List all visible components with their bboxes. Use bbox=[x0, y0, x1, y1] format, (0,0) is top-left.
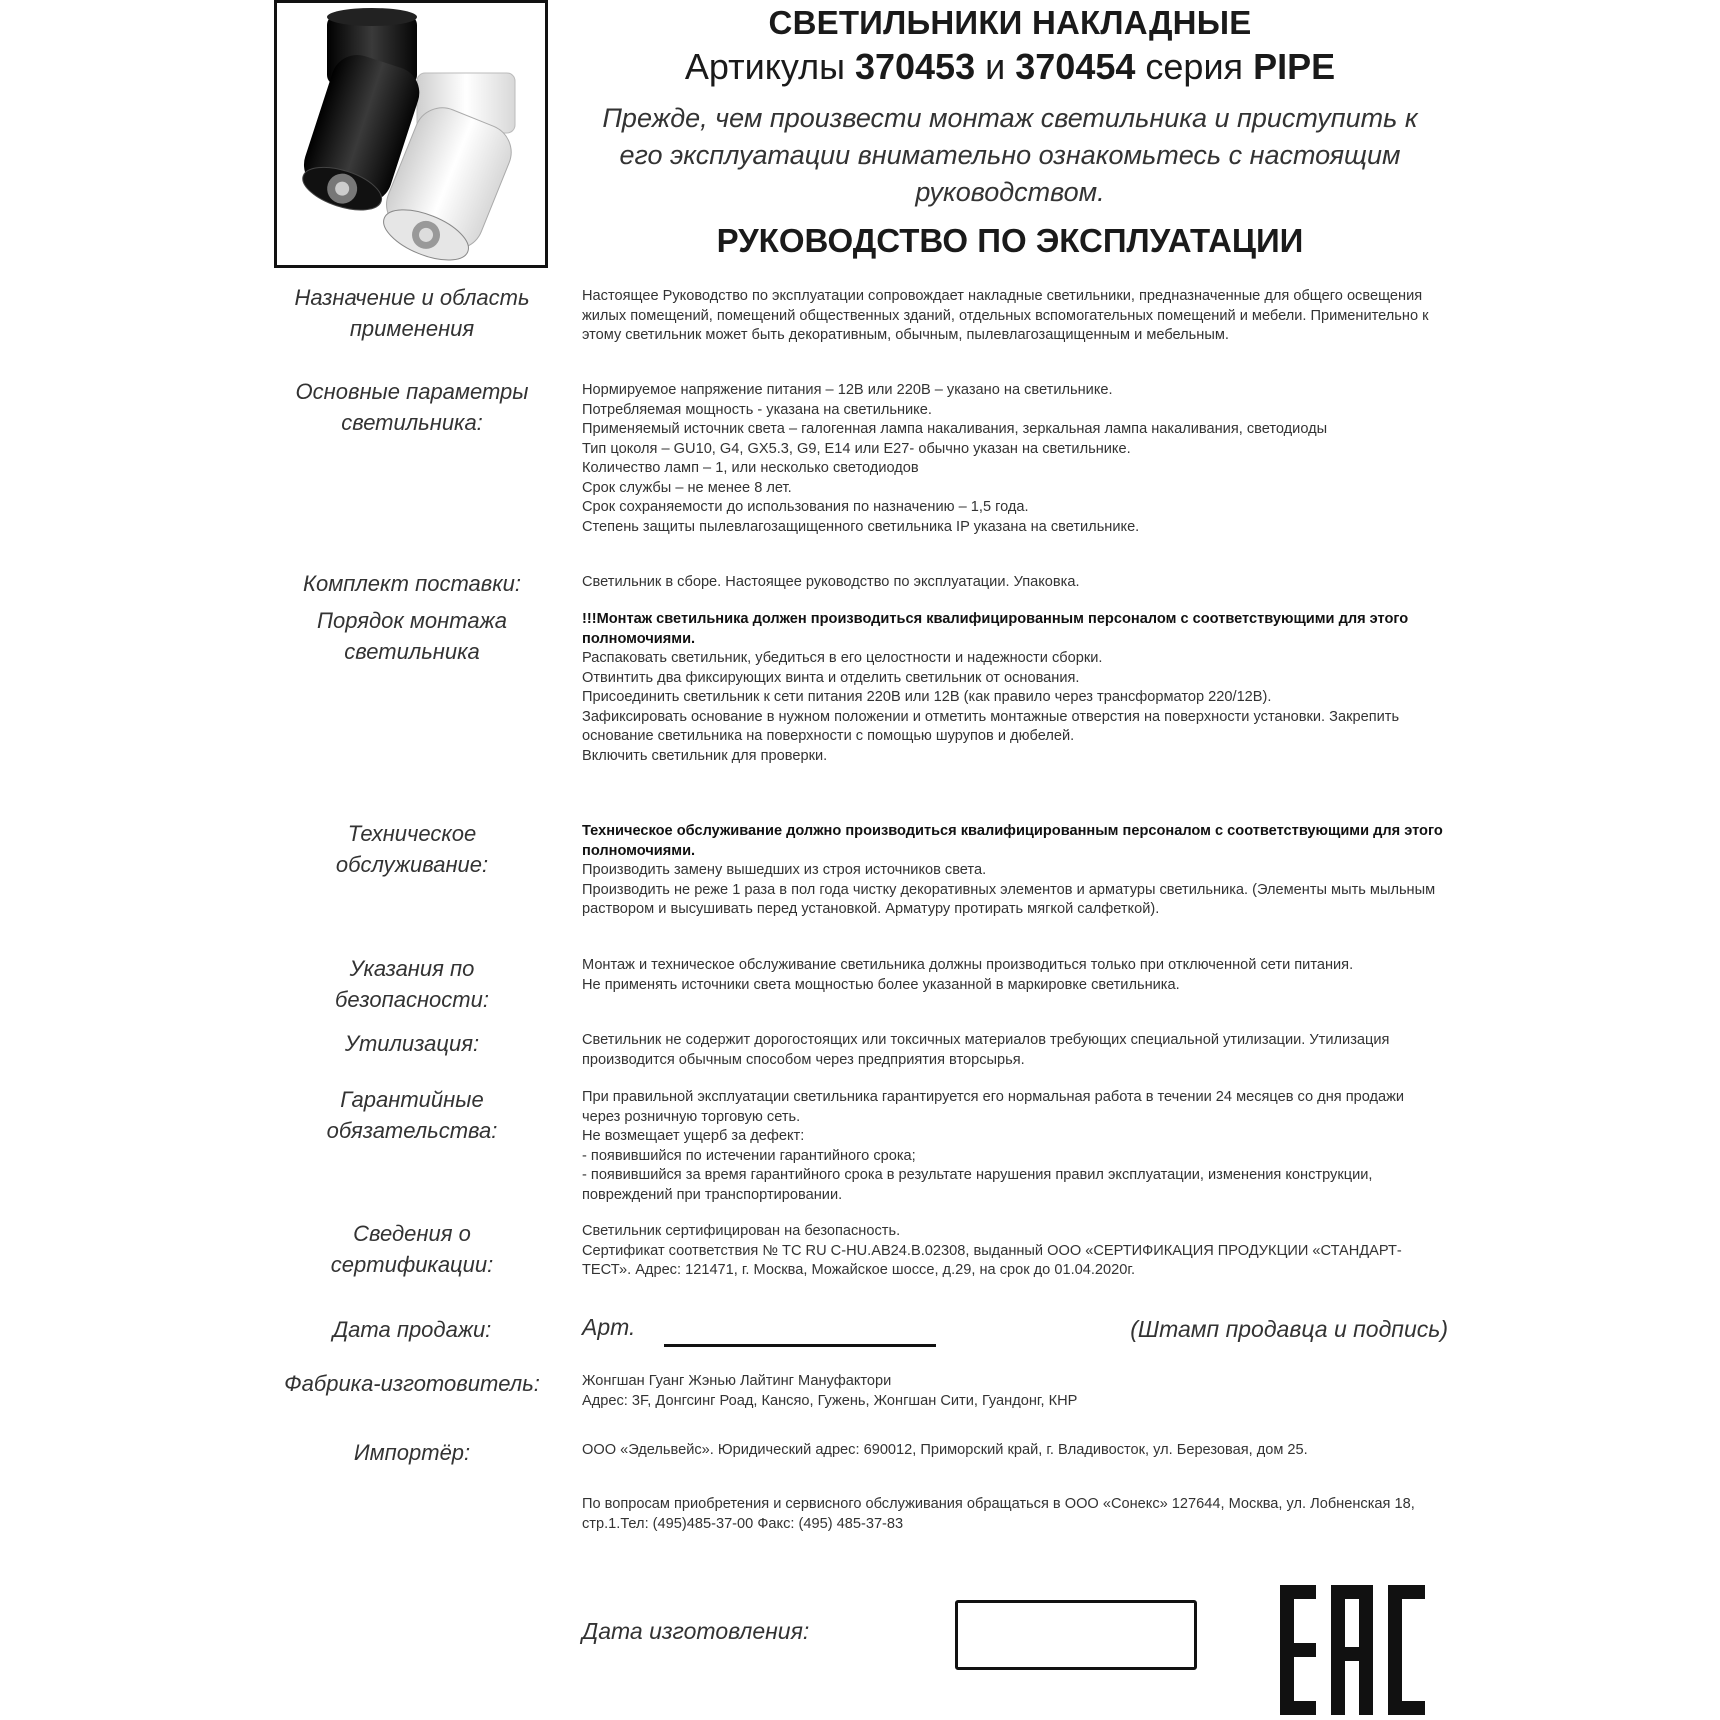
article-input-line[interactable] bbox=[664, 1344, 936, 1347]
label-parameters: Основные параметры светильника: bbox=[295, 379, 529, 435]
article-number-1: 370453 bbox=[854, 46, 976, 87]
manual-title: РУКОВОДСТВО ПО ЭКСПЛУАТАЦИИ bbox=[716, 222, 1304, 259]
content-purpose bbox=[582, 287, 1444, 346]
product-photo bbox=[274, 0, 548, 268]
text-line: Производить не реже 1 раза в пол года чистку декоративных элементов и арматуры светильника. (Элементы мыть мыльным раствором и высушивать перед установкой. Арматуру протирать мягкой салфеткой). bbox=[582, 881, 1436, 917]
text-line: Тип цоколя – GU10, G4, GX5.3, G9, E14 или E27- обычно указан на светильнике. bbox=[582, 440, 1131, 457]
content-disposal bbox=[582, 1031, 1444, 1070]
text-line: ООО «Эдельвейс». Юридический адрес: 690012, Приморский край, г. Владивосток, ул. Березовая, дом 25. bbox=[582, 1442, 1308, 1458]
eac-mark-icon bbox=[1280, 1585, 1425, 1715]
label-certification: Сведения о сертификации: bbox=[330, 1221, 494, 1277]
articles-prefix: Артикулы bbox=[684, 46, 845, 87]
text-line: Распаковать светильник, убедиться в его целостности и надежности сборки. bbox=[582, 650, 1103, 666]
label-installation: Порядок монтажа светильника bbox=[317, 608, 507, 664]
series-name: PIPE bbox=[1253, 46, 1336, 87]
text-line: Адрес: 3F, Донгсинг Роад, Кансяо, Гужень, Жонгшан Сити, Гуандонг, КНР bbox=[582, 1392, 1078, 1409]
text-line: Степень защиты пылевлагозащищенного светильника IP указана на светильнике. bbox=[582, 518, 1140, 535]
content-manufacturer bbox=[582, 1372, 1444, 1411]
text-line: Монтаж и техническое обслуживание светильника должны производиться только при отключенной сети питания. bbox=[582, 957, 1354, 973]
article-label: Арт. bbox=[582, 1314, 636, 1340]
text-line: Светильник сертифицирован на безопасность. bbox=[582, 1223, 901, 1239]
manufacture-date-label: Дата изготовления: bbox=[582, 1618, 810, 1644]
content-safety bbox=[582, 956, 1444, 995]
label-purpose: Назначение и область применения bbox=[294, 285, 530, 341]
text-line: Производить замену вышедших из строя источников света. bbox=[582, 862, 987, 878]
text-line: Отвинтить два фиксирующих винта и отделить светильник от основания. bbox=[582, 669, 1080, 686]
text-line: По вопросам приобретения и сервисного обслуживания обращаться в ООО «Сонекс» 127644, Москва, ул. Лобненская 18, стр.1.Тел: (495)485-37-00 Факс: (495) 485-37-83 bbox=[582, 1496, 1415, 1532]
text-line: Срок сохраняемости до использования по назначению – 1,5 года. bbox=[582, 499, 1029, 515]
articles-and: и bbox=[985, 46, 1006, 87]
text-line: Не применять источники света мощностью более указанной в маркировке светильника. bbox=[582, 976, 1180, 993]
seller-stamp-label: (Штамп продавца и подпись) bbox=[1130, 1316, 1448, 1342]
series-prefix: серия bbox=[1145, 46, 1244, 87]
label-sale-date: Дата продажи: bbox=[332, 1317, 492, 1342]
sale-date-row bbox=[582, 1314, 1448, 1354]
text-line: Применяемый источник света – галогенная лампа накаливания, зеркальная лампа накаливания, светодиоды bbox=[582, 421, 1328, 437]
lamp-illustration-icon bbox=[277, 3, 545, 265]
warning-line: Техническое обслуживание должно производиться квалифицированным персоналом с соответствующими для этого полномочиями. bbox=[582, 823, 1443, 859]
content-parameters bbox=[582, 381, 1444, 537]
text-line: При правильной эксплуатации светильника гарантируется его нормальная работа в течении 24 месяцев со дня продажи через розничную торговую сеть. bbox=[582, 1089, 1405, 1125]
text-line: - появившийся за время гарантийного срока в результате нарушения правил эксплуатации, изменения конструкции, повреждений при транспортировании. bbox=[582, 1167, 1373, 1203]
text-line: Светильник в сборе. Настоящее руководство по эксплуатации. Упаковка. bbox=[582, 574, 1080, 590]
text-line: Нормируемое напряжение питания – 12В или 220В – указано на светильнике. bbox=[582, 382, 1113, 398]
text-line: Присоединить светильник к сети питания 220В или 12В (как правило через трансформатор 220/12В). bbox=[582, 689, 1272, 705]
warning-line: !!!Монтаж светильника должен производиться квалифицированным персоналом с соответствующими для этого полномочиями. bbox=[582, 611, 1409, 647]
article-number-2: 370454 bbox=[1015, 46, 1136, 87]
text-line: Потребляемая мощность - указана на светильнике. bbox=[582, 401, 932, 418]
content-contact bbox=[582, 1495, 1444, 1534]
text-line: Срок службы – не менее 8 лет. bbox=[582, 479, 792, 496]
text-line: Сертификат соответствия № TC RU C-HU.AB24.B.02308, выданный ООО «СЕРТИФИКАЦИЯ ПРОДУКЦИИ «СТАНДАРТ-ТЕСТ». Адрес: 121471, г. Москва, Можайское шоссе, д.29, на срок до 01.04.2020г. bbox=[582, 1242, 1402, 1278]
content-warranty bbox=[582, 1088, 1444, 1205]
articles-line bbox=[580, 46, 1440, 88]
label-manufacturer: Фабрика-изготовитель: bbox=[284, 1371, 540, 1396]
text-line: Количество ламп – 1, или несколько светодиодов bbox=[582, 460, 919, 476]
text-line: Светильник не содержит дорогостоящих или токсичных материалов требующих специальной утилизации. Утилизация производится обычным способом через предприятия вторсырья. bbox=[582, 1032, 1390, 1068]
label-importer: Импортёр: bbox=[353, 1440, 471, 1465]
manufacture-date-box[interactable] bbox=[955, 1600, 1197, 1670]
label-disposal: Утилизация: bbox=[344, 1031, 480, 1056]
text-line: Не возмещает ущерб за дефект: bbox=[582, 1128, 805, 1144]
content-installation bbox=[582, 610, 1444, 766]
text-line: Зафиксировать основание в нужном положении и отметить монтажные отверстия на поверхности установки. Закрепить основание светильника на поверхности с помощью шурупов и дюбелей. bbox=[582, 708, 1400, 744]
text-line: Включить светильник для проверки. bbox=[582, 747, 828, 764]
content-maintenance bbox=[582, 822, 1444, 920]
product-title: СВЕТИЛЬНИКИ НАКЛАДНЫЕ bbox=[768, 4, 1252, 41]
text-line: Настоящее Руководство по эксплуатации сопровождает накладные светильники, предназначенные для общего освещения жилых помещений, помещений общественных зданий, отдельных вспомогательных помещений и мебели. Применительно к этому светильник может быть декоративным, обычным, пылевлагозащищенным и мебельным. bbox=[582, 288, 1429, 343]
content-package bbox=[582, 573, 1444, 593]
label-maintenance: Техническое обслуживание: bbox=[335, 821, 489, 877]
text-line: Жонгшан Гуанг Жэнью Лайтинг Мануфактори bbox=[582, 1373, 892, 1389]
text-line: - появившийся по истечении гарантийного срока; bbox=[582, 1147, 916, 1164]
content-importer bbox=[582, 1441, 1444, 1461]
label-warranty: Гарантийные обязательства: bbox=[326, 1087, 498, 1143]
content-certification bbox=[582, 1222, 1444, 1281]
label-safety: Указания по безопасности: bbox=[335, 956, 489, 1012]
intro-note: Прежде, чем произвести монтаж светильника и приступить к его эксплуатации внимательно ознакомьтесь с настоящим руководством. bbox=[602, 103, 1418, 207]
label-package: Комплект поставки: bbox=[303, 571, 521, 596]
